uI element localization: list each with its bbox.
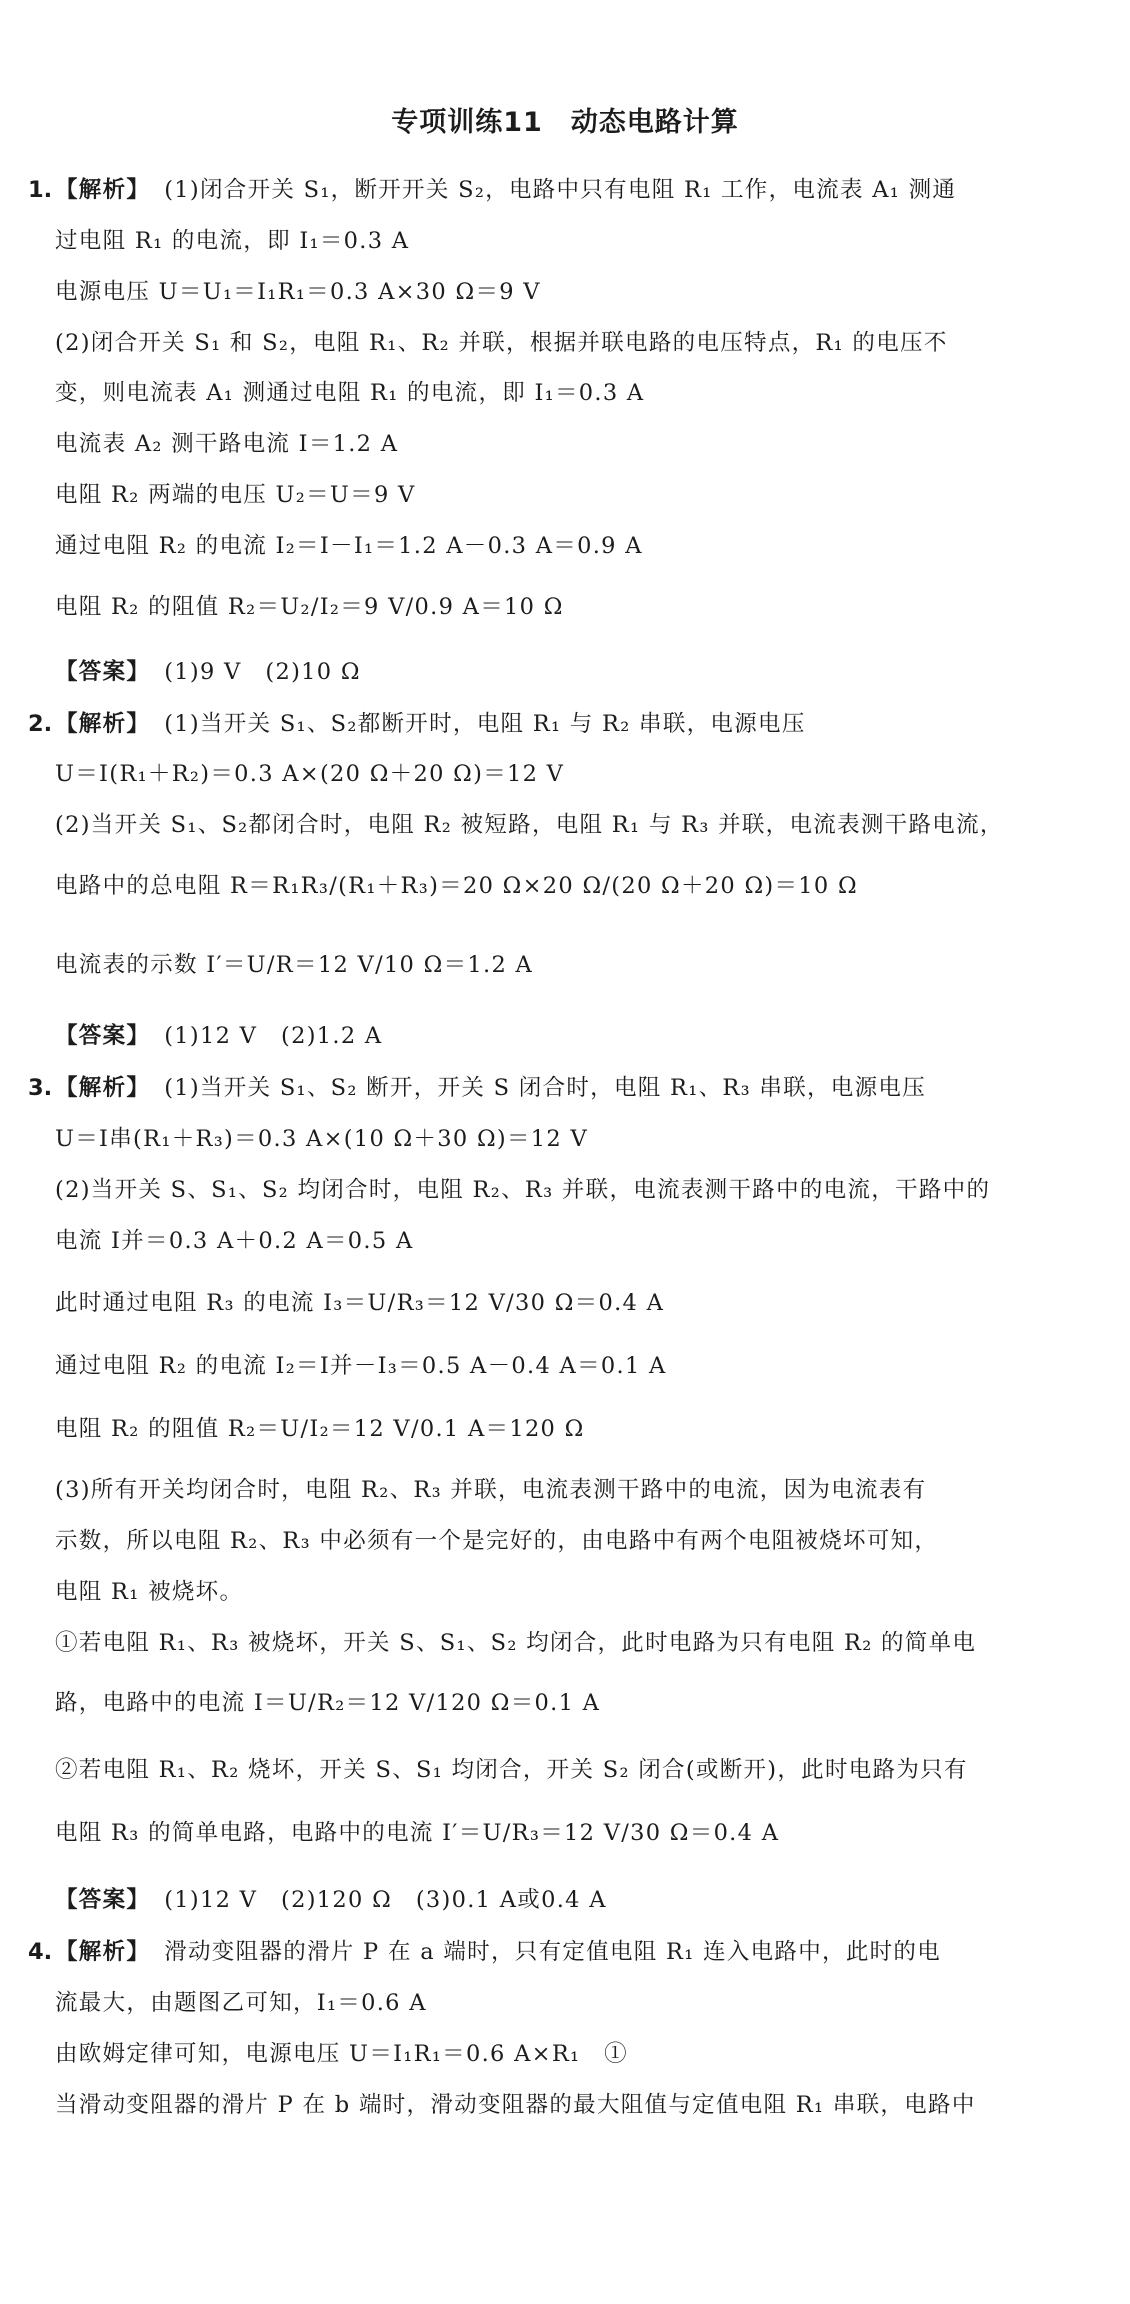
q2-line-2: U＝I(R₁＋R₂)＝0.3 A×(20 Ω＋20 Ω)＝12 V bbox=[55, 761, 565, 787]
q1-line-6: 电流表 A₂ 测干路电流 I＝1.2 A bbox=[55, 431, 399, 457]
analysis-tag: 【解析】 bbox=[55, 1075, 151, 1101]
q1-line-3: 电源电压 U＝U₁＝I₁R₁＝0.3 A×30 Ω＝9 V bbox=[55, 279, 541, 305]
q3-line-14: 电阻 R₃ 的简单电路，电路中的电流 I′＝U/R₃＝12 V/30 Ω＝0.4 A bbox=[55, 1820, 780, 1846]
analysis-tag: 【解析】 bbox=[55, 1939, 151, 1965]
q2-line-3: (2)当开关 S₁、S₂都闭合时，电阻 R₂ 被短路，电阻 R₁ 与 R₃ 并联，电流表测干路电流， bbox=[55, 812, 1004, 838]
question-number-3: 3. bbox=[28, 1075, 53, 1101]
q2-line-1 bbox=[55, 707, 806, 741]
q3-line-1-text: (1)当开关 S₁、S₂ 断开，开关 S 闭合时，电阻 R₁、R₃ 串联，电源电压 bbox=[164, 1075, 926, 1101]
q1-line-1 bbox=[55, 173, 956, 207]
question-number-2: 2. bbox=[28, 711, 53, 737]
answer-tag: 【答案】 bbox=[55, 659, 151, 685]
q2-line-5: 电流表的示数 I′＝U/R＝12 V/10 Ω＝1.2 A bbox=[55, 952, 534, 978]
analysis-tag: 【解析】 bbox=[55, 177, 151, 203]
q3-answer-text: (1)12 V (2)120 Ω (3)0.1 A或0.4 A bbox=[164, 1887, 607, 1913]
q3-line-10: 电阻 R₁ 被烧坏。 bbox=[55, 1579, 244, 1605]
q1-line-4: (2)闭合开关 S₁ 和 S₂，电阻 R₁、R₂ 并联，根据并联电路的电压特点，R₁ 的电压不 bbox=[55, 330, 948, 356]
q4-line-1 bbox=[55, 1935, 941, 1969]
q3-line-11: ①若电阻 R₁、R₃ 被烧坏，开关 S、S₁、S₂ 均闭合，此时电路为只有电阻 R₂ 的简单电 bbox=[55, 1630, 977, 1656]
q3-line-8: (3)所有开关均闭合时，电阻 R₂、R₃ 并联，电流表测干路中的电流，因为电流表有 bbox=[55, 1477, 927, 1503]
q3-answer bbox=[55, 1883, 607, 1917]
analysis-tag: 【解析】 bbox=[55, 711, 151, 737]
question-number-1: 1. bbox=[28, 177, 53, 203]
q2-line-4: 电路中的总电阻 R＝R₁R₃/(R₁＋R₃)＝20 Ω×20 Ω/(20 Ω＋20 Ω)＝10 Ω bbox=[55, 873, 858, 899]
q3-line-6: 通过电阻 R₂ 的电流 I₂＝I并－I₃＝0.5 A－0.4 A＝0.1 A bbox=[55, 1353, 667, 1379]
answer-tag: 【答案】 bbox=[55, 1887, 151, 1913]
q1-answer bbox=[55, 655, 361, 689]
q3-line-4: 电流 I并＝0.3 A＋0.2 A＝0.5 A bbox=[55, 1228, 414, 1254]
q3-line-7: 电阻 R₂ 的阻值 R₂＝U/I₂＝12 V/0.1 A＝120 Ω bbox=[55, 1416, 585, 1442]
q2-answer-text: (1)12 V (2)1.2 A bbox=[164, 1023, 383, 1049]
q4-line-3: 由欧姆定律可知，电源电压 U＝I₁R₁＝0.6 A×R₁ ① bbox=[55, 2041, 628, 2067]
answer-tag: 【答案】 bbox=[55, 1023, 151, 1049]
question-number-4: 4. bbox=[28, 1939, 53, 1965]
q4-line-4: 当滑动变阻器的滑片 P 在 b 端时，滑动变阻器的最大阻值与定值电阻 R₁ 串联，电路中 bbox=[55, 2092, 976, 2118]
q3-line-13: ②若电阻 R₁、R₂ 烧坏，开关 S、S₁ 均闭合，开关 S₂ 闭合(或断开)，此时电路为只有 bbox=[55, 1757, 968, 1783]
q1-line-2: 过电阻 R₁ 的电流，即 I₁＝0.3 A bbox=[55, 228, 410, 254]
q4-line-1-text: 滑动变阻器的滑片 P 在 a 端时，只有定值电阻 R₁ 连入电路中，此时的电 bbox=[164, 1939, 942, 1965]
page-title: 专项训练11 动态电路计算 bbox=[391, 107, 739, 138]
q1-line-7: 电阻 R₂ 两端的电压 U₂＝U＝9 V bbox=[55, 482, 416, 508]
q2-line-1-text: (1)当开关 S₁、S₂都断开时，电阻 R₁ 与 R₂ 串联，电源电压 bbox=[164, 711, 806, 737]
q3-line-5: 此时通过电阻 R₃ 的电流 I₃＝U/R₃＝12 V/30 Ω＝0.4 A bbox=[55, 1290, 665, 1316]
q3-line-12: 路，电路中的电流 I＝U/R₂＝12 V/120 Ω＝0.1 A bbox=[55, 1690, 601, 1716]
q1-line-9: 电阻 R₂ 的阻值 R₂＝U₂/I₂＝9 V/0.9 A＝10 Ω bbox=[55, 594, 564, 620]
q2-answer bbox=[55, 1019, 382, 1053]
q4-line-2: 流最大，由题图乙可知，I₁＝0.6 A bbox=[55, 1990, 427, 2016]
q1-line-8: 通过电阻 R₂ 的电流 I₂＝I－I₁＝1.2 A－0.3 A＝0.9 A bbox=[55, 533, 643, 559]
q1-line-5: 变，则电流表 A₁ 测通过电阻 R₁ 的电流，即 I₁＝0.3 A bbox=[55, 380, 645, 406]
q1-answer-text: (1)9 V (2)10 Ω bbox=[164, 659, 361, 685]
q3-line-1 bbox=[55, 1071, 926, 1105]
q1-line-1-text: (1)闭合开关 S₁，断开开关 S₂，电路中只有电阻 R₁ 工作，电流表 A₁ 测通 bbox=[164, 177, 957, 203]
q3-line-2: U＝I串(R₁＋R₃)＝0.3 A×(10 Ω＋30 Ω)＝12 V bbox=[55, 1126, 589, 1152]
q3-line-9: 示数，所以电阻 R₂、R₃ 中必须有一个是完好的，由电路中有两个电阻被烧坏可知， bbox=[55, 1528, 939, 1554]
q3-line-3: (2)当开关 S、S₁、S₂ 均闭合时，电阻 R₂、R₃ 并联，电流表测干路中的电流，干路中的 bbox=[55, 1177, 991, 1203]
